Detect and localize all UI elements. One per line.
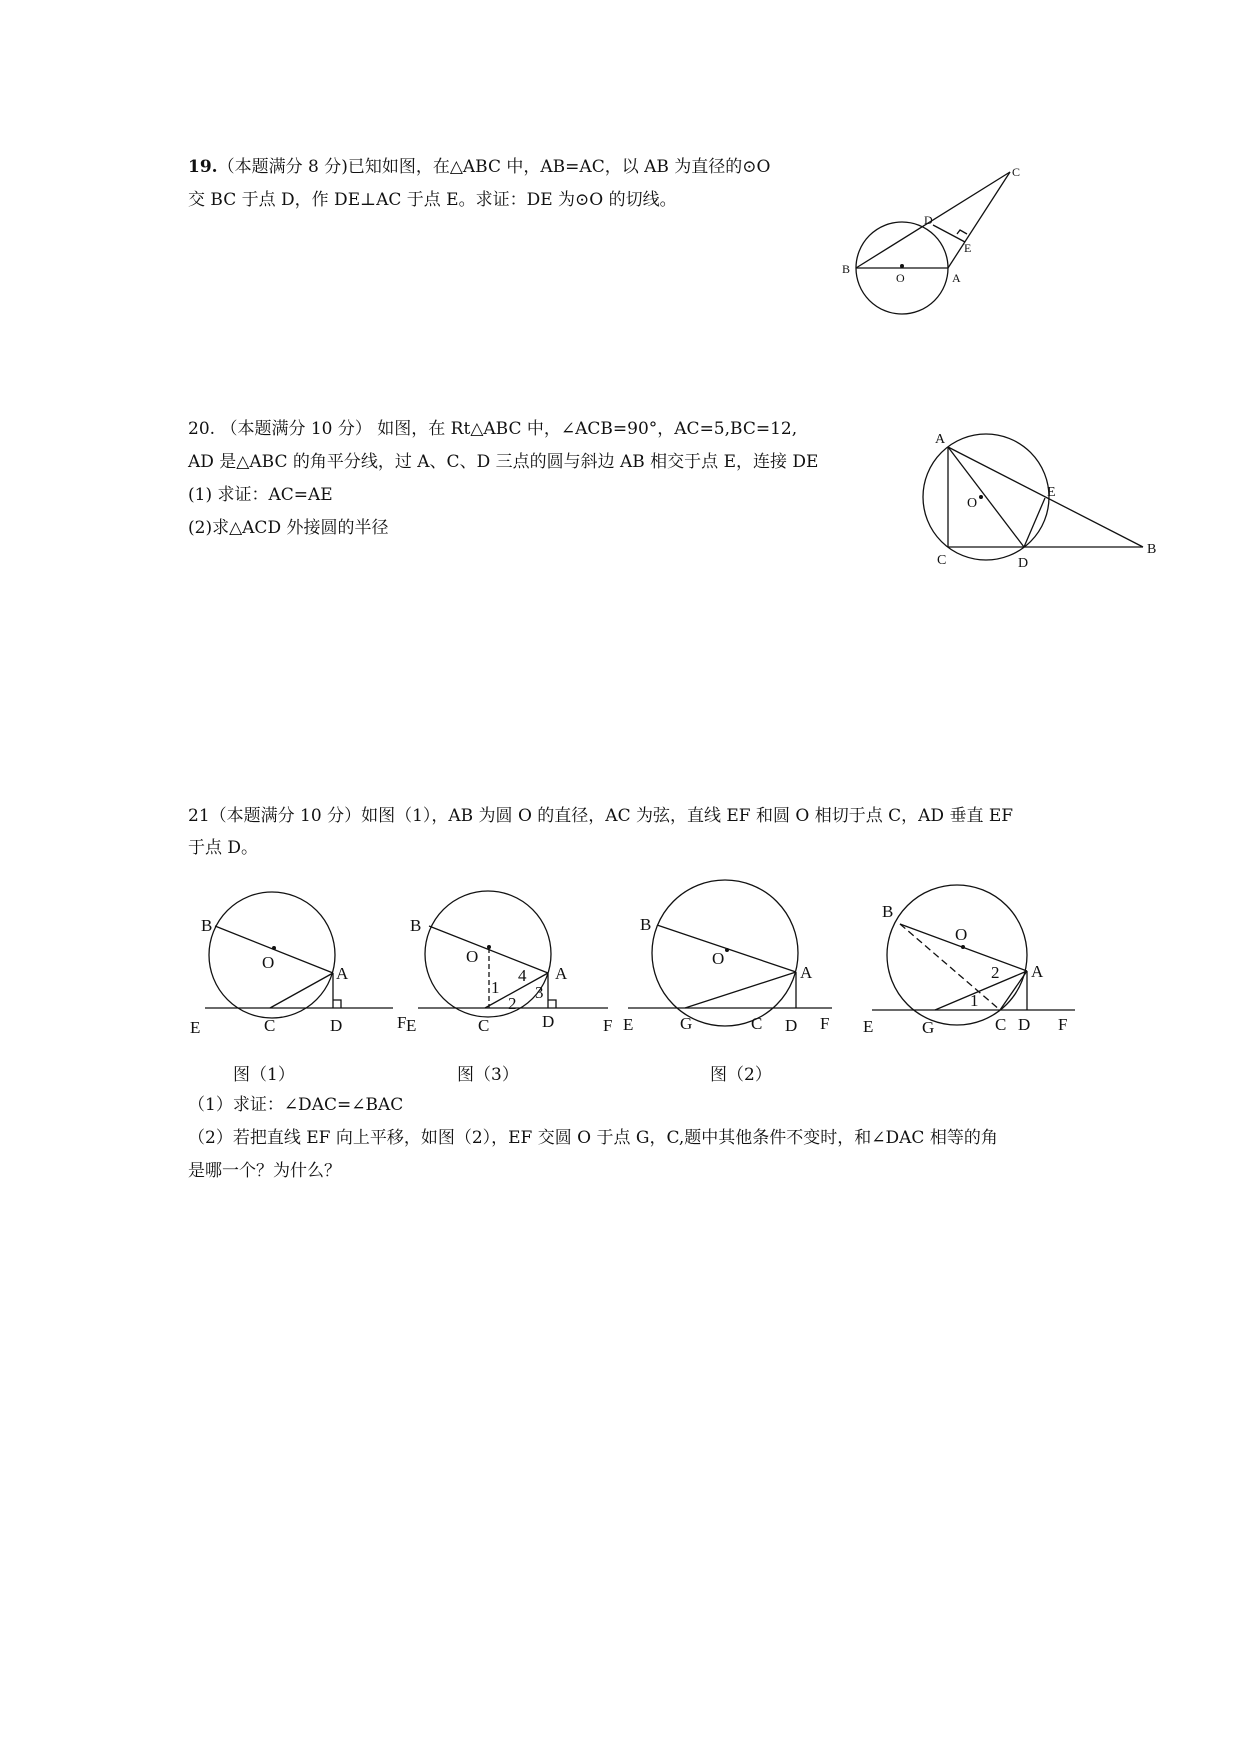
fig3-label-o: O xyxy=(466,947,479,966)
q19-label-o: O xyxy=(896,271,905,285)
fig2-label-o: O xyxy=(712,949,725,968)
q20-label-c: C xyxy=(937,553,947,568)
q20-label-o: O xyxy=(967,496,978,511)
fig2-label-f: F xyxy=(820,1014,830,1033)
q19-line1 xyxy=(188,156,770,178)
q21-figure-1 xyxy=(185,880,410,1040)
q21-figure-2 xyxy=(620,870,845,1040)
fig3-label-f: F xyxy=(603,1016,613,1035)
fig4-label-d: D xyxy=(1018,1015,1031,1034)
q19-label-b: B xyxy=(842,262,851,276)
fig4-label-o: O xyxy=(955,925,968,944)
caption-fig1: 图（1） xyxy=(233,1065,295,1085)
q20-label-a: A xyxy=(935,432,946,447)
fig1-label-o: O xyxy=(262,953,275,972)
q20-line2: AD 是△ABC 的角平分线，过 A、C、D 三点的圆与斜边 AB 相交于点 E，连接 DE xyxy=(188,452,819,472)
q21-line1: 21（本题满分 10 分）如图（1），AB 为圆 O 的直径，AC 为弦，直线 EF 和圆 O 相切于点 C，AD 垂直 EF xyxy=(188,806,1014,826)
caption-fig3: 图（3） xyxy=(457,1065,519,1085)
fig3-angle-1: 1 xyxy=(491,978,500,997)
fig1-label-a: A xyxy=(336,964,349,983)
fig2-label-b: B xyxy=(640,915,652,934)
fig2-label-a: A xyxy=(800,963,813,982)
q21-figure-3 xyxy=(405,880,620,1040)
fig3-label-e: E xyxy=(406,1016,417,1035)
q19-number: 19. xyxy=(188,157,218,177)
fig4-angle-2: 2 xyxy=(991,963,1000,982)
fig3-label-c: C xyxy=(478,1016,490,1035)
fig1-label-f: F xyxy=(397,1013,407,1032)
fig3-angle-3: 3 xyxy=(535,983,544,1002)
q19-label-e: E xyxy=(964,241,972,255)
q21-figure-4 xyxy=(860,870,1090,1050)
fig4-label-b: B xyxy=(882,902,894,921)
q19-line2: 交 BC 于点 D，作 DE⊥AC 于点 E。求证：DE 为⊙O 的切线。 xyxy=(188,190,677,210)
fig4-angle-1: 1 xyxy=(970,991,979,1010)
q20-line4: (2)求△ACD 外接圆的半径 xyxy=(188,518,389,538)
fig4-label-g: G xyxy=(922,1018,935,1037)
q19-figure xyxy=(840,160,1040,320)
fig3-label-a: A xyxy=(555,964,568,983)
q20-line1: 20. （本题满分 10 分） 如图，在 Rt△ABC 中，∠ACB=90°，AC=5,BC=12, xyxy=(188,419,798,439)
fig4-label-e: E xyxy=(863,1017,874,1036)
q20-label-b: B xyxy=(1147,542,1157,557)
fig4-label-c: C xyxy=(995,1015,1007,1034)
q20-figure xyxy=(915,425,1175,575)
fig4-label-a: A xyxy=(1031,962,1044,981)
fig4-label-f: F xyxy=(1058,1015,1068,1034)
fig1-label-d: D xyxy=(330,1016,343,1035)
q19-label-c: C xyxy=(1012,165,1021,179)
q20-label-d: D xyxy=(1018,556,1029,571)
q19-text1: （本题满分 8 分)已知如图，在△ABC 中，AB=AC，以 AB 为直径的⊙O xyxy=(217,157,771,177)
fig3-angle-4: 4 xyxy=(518,966,527,985)
fig1-label-c: C xyxy=(264,1016,276,1035)
fig2-label-e: E xyxy=(623,1015,634,1034)
caption-fig2: 图（2） xyxy=(710,1065,772,1085)
q21-part2-line1: （2）若把直线 EF 向上平移，如图（2），EF 交圆 O 于点 G，C,题中其他条件不变时，和∠DAC 相等的角 xyxy=(188,1128,998,1148)
fig3-label-d: D xyxy=(542,1012,555,1031)
q20-line3: (1) 求证：AC=AE xyxy=(188,485,333,505)
q19-label-d: D xyxy=(924,213,933,227)
fig3-label-b: B xyxy=(410,916,422,935)
fig2-label-d: D xyxy=(785,1016,798,1035)
q21-line2: 于点 D。 xyxy=(188,838,259,858)
q21-part2-line2: 是哪一个？为什么？ xyxy=(188,1161,341,1181)
q21-part1: （1）求证：∠DAC=∠BAC xyxy=(188,1095,404,1115)
q19-label-a: A xyxy=(952,271,961,285)
fig1-label-b: B xyxy=(201,916,213,935)
fig2-label-g: G xyxy=(680,1014,693,1033)
fig3-angle-2: 2 xyxy=(508,994,517,1013)
q20-label-e: E xyxy=(1047,485,1056,500)
fig1-label-e: E xyxy=(190,1018,201,1037)
fig2-label-c: C xyxy=(751,1014,763,1033)
